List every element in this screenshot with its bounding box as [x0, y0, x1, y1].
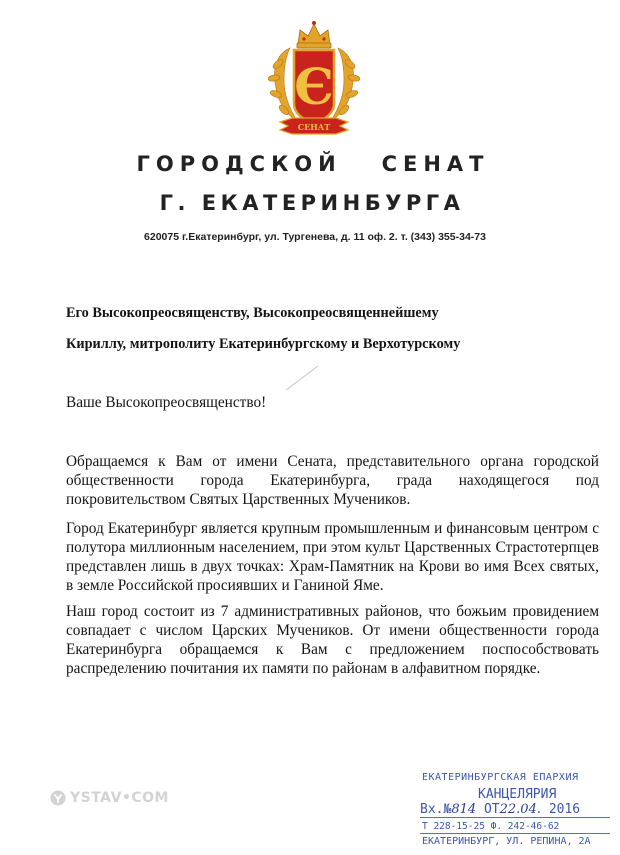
watermark-logo-icon: [50, 790, 66, 806]
greeting: Ваше Высокопреосвященство!: [66, 394, 267, 411]
emblem-letter: Є: [294, 57, 334, 116]
stamp-phones: Т 228-15-25 Ф. 242-46-62: [422, 821, 560, 832]
body-paragraph-3: Наш город состоит из 7 административных районов, что божьим провидением совпадает с числом Царских Мучеников. От имени общественности города Екатеринбурга обращаемся к Вам с предложением поспособствовать распределению почитания их памяти по районам в алфавитном порядке.: [66, 603, 599, 677]
watermark: [50, 790, 169, 806]
stamp-address: ЕКАТЕРИНБУРГ, УЛ. РЕПИНА, 2А: [422, 836, 591, 847]
body-paragraph-2: Город Екатеринбург является крупным промышленным и финансовым центром с полутора миллионным населением, при этом культ Царственных Страстотерпцев представлен лишь в двух точках: Храм-Памятник на Крови во имя Всех святых, в земле Российской просиявших и Ганиной Яме.: [66, 520, 599, 594]
stamp-rule-1: [420, 817, 610, 818]
addressee-line1: Его Высокопреосвященству, Высокопреосвященнейшему: [66, 305, 439, 321]
stamp-diocese: ЕКАТЕРИНБУРГСКАЯ ЕПАРХИЯ: [422, 772, 579, 783]
letterhead-address: 620075 г.Екатеринбург, ул. Тургенева, д. 11 оф. 2. т. (343) 355-34-73: [144, 231, 486, 243]
letterhead-title-line2: Г. ЕКАТЕРИНБУРГА: [159, 191, 465, 215]
addressee-line2: Кириллу, митрополиту Екатеринбургскому и Верхотурскому: [66, 336, 461, 352]
watermark-text: YSTAV•COM: [70, 790, 169, 806]
stamp-office: КАНЦЕЛЯРИЯ: [478, 787, 557, 802]
stamp-year: 2016: [548, 802, 581, 817]
paper-fold-mark: [284, 364, 320, 392]
stamp-from-label: ОТ: [483, 802, 500, 817]
emblem-ribbon-text: СЕНАТ: [297, 122, 331, 132]
body-paragraph-1: Обращаемся к Вам от имени Сената, представительного органа городской общественности города Екатеринбурга, града находящегося под покровительством Святых Царственных Мучеников.: [66, 453, 599, 508]
stamp-registration: [420, 802, 580, 817]
stamp-rule-2: [420, 833, 610, 834]
stamp-incoming-number: 814: [451, 802, 477, 817]
stamp-incoming-prefix: Вх.№: [420, 802, 452, 817]
senate-emblem-icon: [268, 18, 360, 142]
registration-stamp: [420, 770, 620, 855]
stamp-date: 22.04.: [499, 802, 541, 817]
letterhead-title-line1: ГОРОДСКОЙ СЕНАТ: [136, 152, 490, 176]
